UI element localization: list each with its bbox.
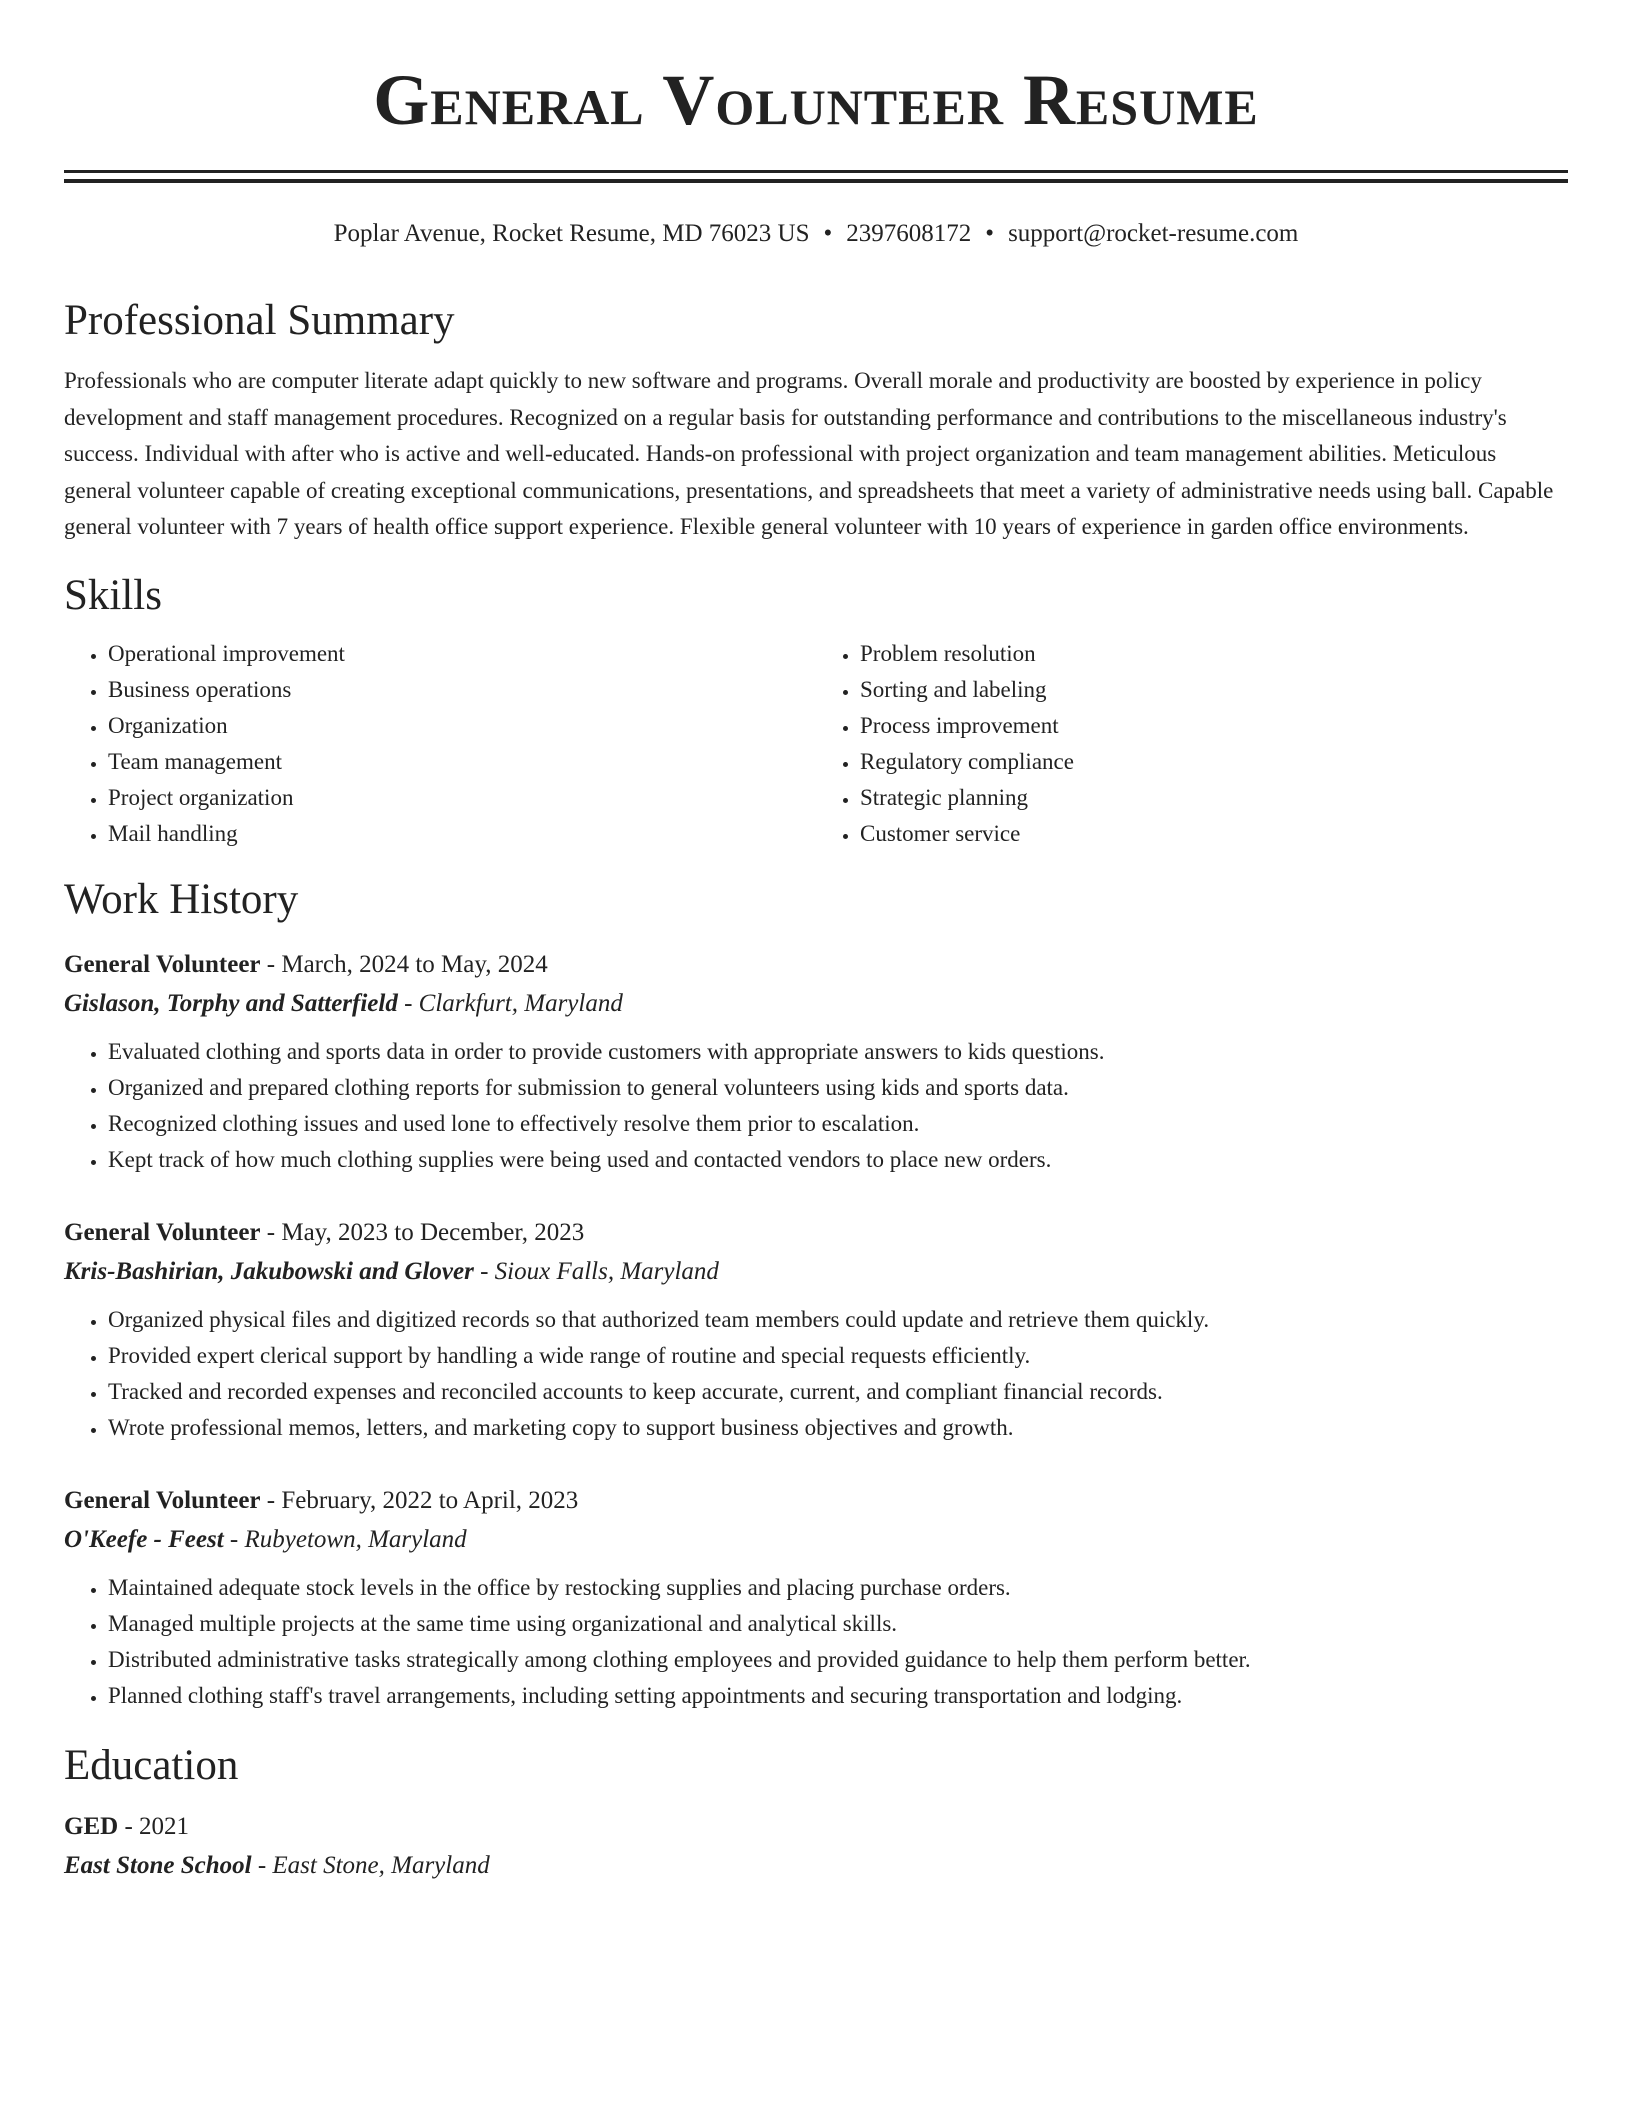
job-duty: • Organized and prepared clothing reports for submission to general volunteers using kids and sports data.: [108, 1070, 1568, 1106]
job-title-line: [64, 946, 1568, 984]
contact-email: support@rocket-resume.com: [1008, 220, 1299, 247]
contact-separator: •: [985, 220, 995, 247]
education-year: - 2021: [118, 1812, 190, 1840]
skill-item: • Process improvement: [860, 708, 1568, 744]
job-duties: [64, 1570, 1568, 1714]
job-company: Gislason, Torphy and Satterfield: [64, 989, 398, 1017]
job-duty: • Organized physical files and digitized records so that authorized team members could update and retrieve them quickly.: [108, 1302, 1568, 1338]
skill-item: • Problem resolution: [860, 636, 1568, 672]
education-school: East Stone School: [64, 1851, 252, 1879]
job-entry: [64, 946, 1568, 1178]
job-company-line: [64, 984, 1568, 1024]
education-location: - East Stone, Maryland: [251, 1851, 490, 1879]
job-duties: [64, 1302, 1568, 1446]
job-duty: • Provided expert clerical support by handling a wide range of routine and special requests efficiently.: [108, 1338, 1568, 1374]
job-title-line: [64, 1482, 1568, 1520]
job-duties: [64, 1034, 1568, 1178]
job-dates: - March, 2024 to May, 2024: [260, 950, 548, 978]
skill-item: • Customer service: [860, 816, 1568, 852]
education-degree-line: [64, 1808, 1568, 1846]
job-duty: • Managed multiple projects at the same time using organizational and analytical skills.: [108, 1606, 1568, 1642]
job-location: - Sioux Falls, Maryland: [473, 1257, 719, 1285]
skills-list: [64, 636, 1568, 852]
job-title: General Volunteer: [64, 1486, 261, 1514]
job-entry: [64, 1482, 1568, 1714]
skill-item: • Team management: [108, 744, 816, 780]
skills-column-right: [816, 636, 1568, 852]
summary-heading: Professional Summary: [64, 297, 455, 344]
contact-phone: 2397608172: [846, 220, 972, 247]
job-company-line: [64, 1520, 1568, 1560]
skills-heading: Skills: [64, 571, 162, 619]
job-dates: - February, 2022 to April, 2023: [260, 1486, 579, 1514]
job-duty: • Distributed administrative tasks strategically among clothing employees and provided guidance to help them perform better.: [108, 1642, 1568, 1678]
job-duty: • Evaluated clothing and sports data in order to provide customers with appropriate answers to kids questions.: [108, 1034, 1568, 1070]
job-title-line: [64, 1214, 1568, 1252]
job-dates: - May, 2023 to December, 2023: [260, 1218, 585, 1246]
education-degree: GED: [64, 1812, 119, 1840]
job-duty: • Tracked and recorded expenses and reconciled accounts to keep accurate, current, and compliant financial records.: [108, 1374, 1568, 1410]
skill-item: • Strategic planning: [860, 780, 1568, 816]
job-company: Kris-Bashirian, Jakubowski and Glover: [64, 1257, 474, 1285]
job-duty: • Kept track of how much clothing supplies were being used and contacted vendors to place new orders.: [108, 1142, 1568, 1178]
skill-item: • Regulatory compliance: [860, 744, 1568, 780]
title-rule-top: [64, 170, 1568, 173]
contact-separator: •: [823, 220, 833, 247]
skill-item: • Organization: [108, 708, 816, 744]
job-location: - Clarkfurt, Maryland: [397, 989, 623, 1017]
education-school-line: [64, 1846, 1568, 1886]
contact-address: Poplar Avenue, Rocket Resume, MD 76023 US: [333, 220, 810, 247]
job-title: General Volunteer: [64, 950, 261, 978]
summary-text: Professionals who are computer literate adapt quickly to new software and programs. Overall morale and productivity are boosted by experience in policy development and staff management procedures. Recognized on a regular basis for outstanding performance and contributions to the miscellaneous industry's success. Individual with after who is active and well-educated. Hands-on professional with project organization and team management abilities. Meticulous general volunteer capable of creating exceptional communications, presentations, and spreadsheets that meet a variety of administrative needs using ball. Capable general volunteer with 7 years of health office support experience. Flexible general volunteer with 10 years of experience in garden office environments.: [64, 368, 1554, 539]
job-location: - Rubyetown, Maryland: [223, 1525, 467, 1553]
job-duty: • Planned clothing staff's travel arrangements, including setting appointments and securing transportation and lodging.: [108, 1678, 1568, 1714]
job-company-line: [64, 1252, 1568, 1292]
job-entry: [64, 1214, 1568, 1446]
job-company: O'Keefe - Feest: [64, 1525, 224, 1553]
skills-column-left: [64, 636, 816, 852]
skill-item: • Operational improvement: [108, 636, 816, 672]
job-title: General Volunteer: [64, 1218, 261, 1246]
title-rule-bottom: [64, 179, 1568, 183]
contact-line: [64, 217, 1568, 251]
skill-item: • Project organization: [108, 780, 816, 816]
skill-item: • Sorting and labeling: [860, 672, 1568, 708]
job-duty: • Maintained adequate stock levels in the office by restocking supplies and placing purchase orders.: [108, 1570, 1568, 1606]
education-heading: Education: [64, 1741, 239, 1789]
work-history-heading: Work History: [64, 875, 299, 923]
job-duty: • Recognized clothing issues and used lone to effectively resolve them prior to escalation.: [108, 1106, 1568, 1142]
skill-item: • Business operations: [108, 672, 816, 708]
resume-title: General Volunteer Resume: [373, 60, 1259, 140]
skill-item: • Mail handling: [108, 816, 816, 852]
education-entry: [64, 1808, 1568, 1886]
job-duty: • Wrote professional memos, letters, and marketing copy to support business objectives and growth.: [108, 1410, 1568, 1446]
